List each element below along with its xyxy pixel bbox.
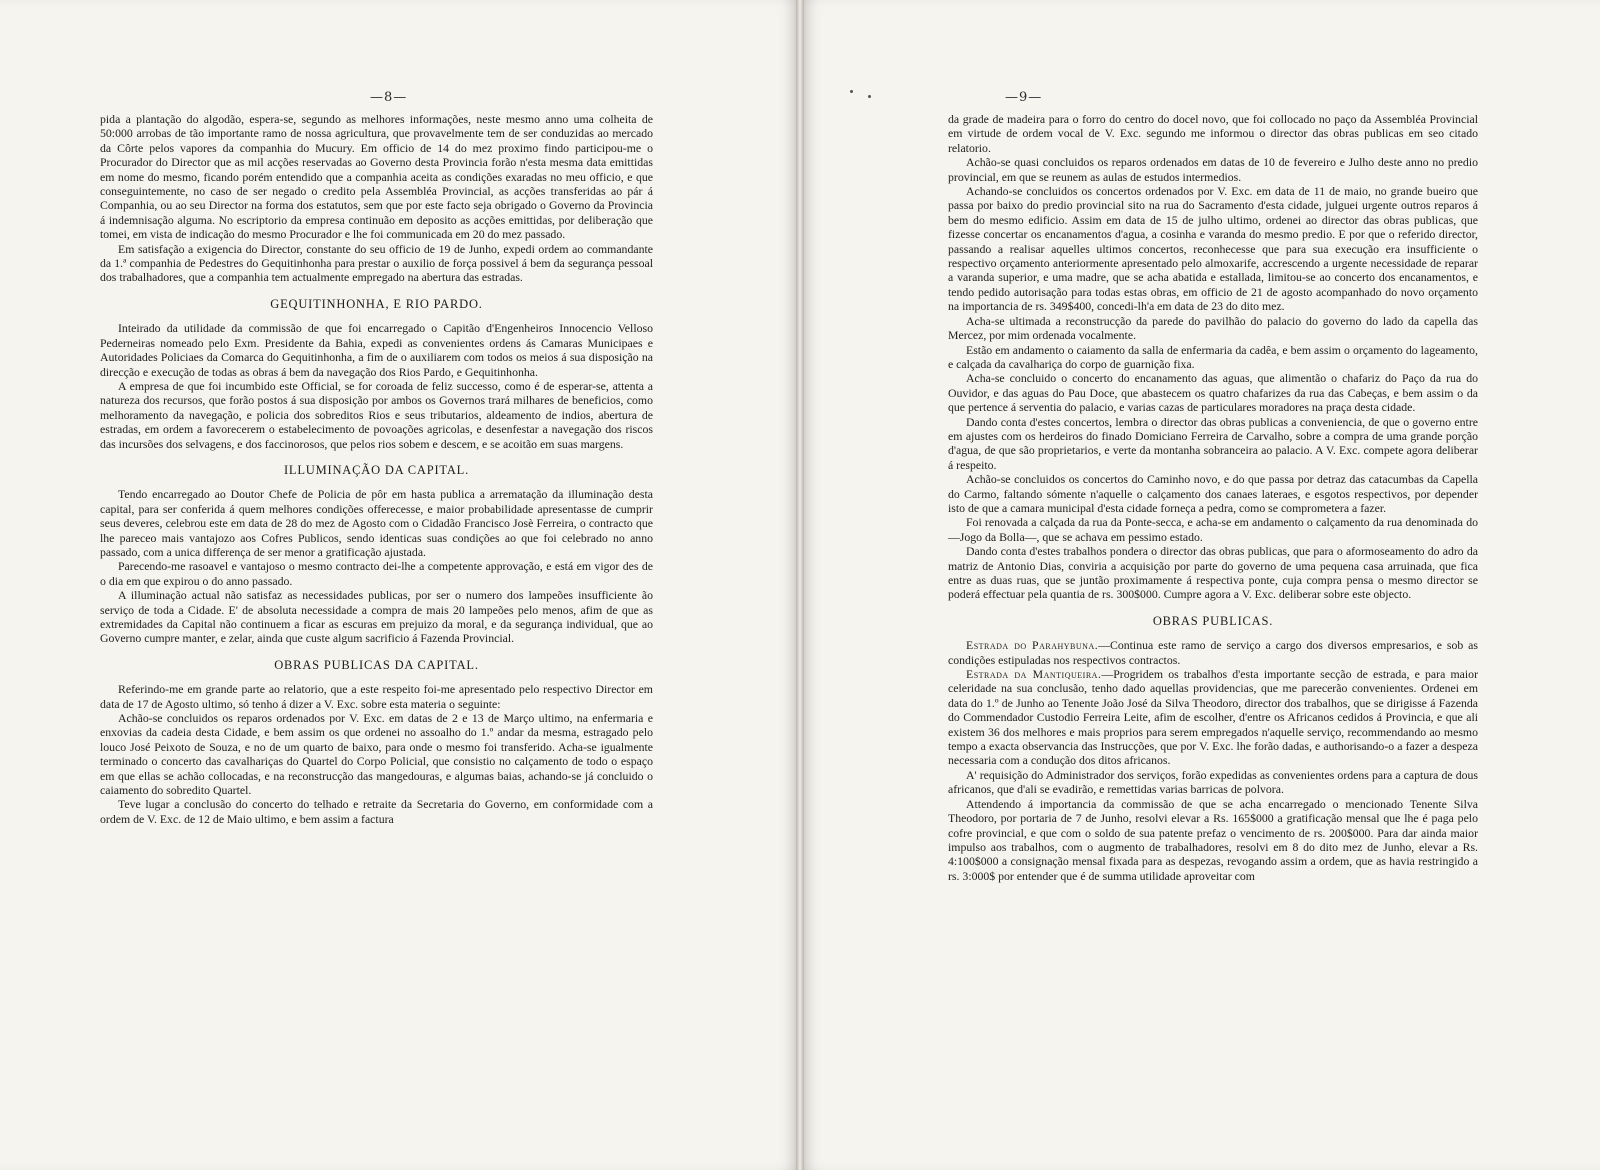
paragraph: A empresa de que foi incumbido este Official, se for coroada de feliz successo, como é de esperar-se, attenta a natureza dos recursos, que forão postos á sua disposição por ambos os Governos trará milhares de beneficios, como melhoramento da navegação, e policia dos sobreditos Rios e seus tributarios, aldeamento de indios, abertura de estradas, em ordem a favorecerem o estabelecimento de povoações agricolas, e desenfestar a navegação dos riscos das incursões dos selvagens, e dos faccinorosos, que pelos rios sobem e descem, e se acoitão em suas margens.: [100, 378, 653, 451]
ink-speck: [850, 90, 853, 93]
paragraph: Estão em andamento o caiamento da salla de enfermaria da cadêa, e bem assim o orçamento do lageamento, e calçada da cavalhariça do corpo de guarnição fixa.: [948, 342, 1478, 371]
paragraph: Achão-se concluidos os concertos do Caminho novo, e do que passa por detraz das catacumbas da Capella do Carmo, faltando sómente n'aquelle o calçamento dos canaes lateraes, e esgotos respectivos, por depender isto de que a camara municipal d'esta cidade forneça a pedra, como se comprometera a fazer.: [948, 472, 1478, 515]
paragraph: [948, 667, 1478, 768]
book-gutter: [796, 0, 804, 1170]
paragraph: Parecendo-me rasoavel e vantajoso o mesmo contracto dei-lhe a competente approvação, e está em vigor des de o dia em que expirou o do anno passado.: [100, 559, 653, 588]
section-heading: ILLUMINAÇÃO DA CAPITAL.: [283, 462, 470, 477]
paragraph: Attendendo á importancia da commissão de que se acha encarregado o mencionado Tenente Silva Theodoro, por portaria de 7 de Junho, resolvi elevar a Rs. 165$000 a gratificação mensal que lhe é paga pelo cofre provincial, e que com o soldo de sua patente prefaz o vencimento de rs. 200$000. Para dar ainda maior impulso aos trabalhos, com o augmento de trabalhadores, resolvi em 8 do dito mez de Junho, elevar a Rs. 4:100$000 a consignação mensal fixada para as despezas, revogando assim a ordem, que as havia restringido a rs. 3:000$ por entender que é de summa utilidade aproveitar com: [948, 796, 1478, 883]
paragraph: Referindo-me em grande parte ao relatorio, que a este respeito foi-me apresentado pelo respectivo Director em data de 17 de Agosto ultimo, só tenho á dizer a V. Exc. sobre esta materia o seguinte:: [100, 682, 653, 711]
right-page-text: [948, 112, 1478, 883]
road-label-parahybuna: Estrada do Parahybuna.: [966, 638, 1099, 653]
paragraph: Achando-se concluidos os concertos ordenados por V. Exc. em data de 11 de maio, no grande bueiro que passa por baixo do predio provincial sito na rua do Sacramento d'esta cidade, julguei urgente outros reparos á bem do mesmo edificio. Assim em data de 15 de julho ultimo, ordenei ao director das obras publicas, que fizesse concertar os encanamentos d'agua, a cosinha e varanda do mesmo predio. E por que o referido director, passando a realisar aquelles ultimos concertos, reconhecesse que para sua execução era insufficiente o respectivo orçamento anteriormente apresentado pelo almoxarife, accrescendo a urgente necessidade de reparar a varanda superior, e uma madre, que se acha abatida e estallada, limitou-se ao concerto dos encanamentos, e tendo pedido autorisação para todas estas obras, em officio de 21 de agosto acompanhado do novo orçamento na importancia de rs. 349$400, concedi-lh'a em data de 23 do dito mez.: [948, 184, 1478, 314]
paragraph: [948, 638, 1478, 667]
right-page: [800, 0, 1600, 1170]
paragraph: Acha-se concluido o concerto do encanamento das aguas, que alimentão o chafariz do Paço da rua do Ouvidor, e das aguas do Pau Doce, que abastecem os quatro chafarizes da rua das Cabeças, e bem assim o da que pertence á serventia do palacio, e varias cazas de particulares moradores na praça desta cidade.: [948, 371, 1478, 415]
paragraph: da grade de madeira para o forro do centro do docel novo, que foi collocado no paço da Assembléa Provincial em virtude de ordem vocal de V. Exc. segundo me informou o director das obras publicas em seo citado relatorio.: [948, 112, 1478, 155]
paragraph: Em satisfação a exigencia do Director, constante do seu officio de 19 de Junho, expedi ordem ao commandante da 1.ª companhia de Pedestres do Gequitinhonha para prestar o auxilio de força possivel á bem da segurança pessoal dos trabalhadores, que a companhia tem actualmente empregado na abertura das estradas.: [100, 241, 653, 285]
left-page-text: [100, 112, 653, 826]
paragraph: Teve lugar a conclusão do concerto do telhado e retraite da Secretaria do Governo, em conformidade com a ordem de V. Exc. de 12 de Maio ultimo, e bem assim a factura: [100, 797, 653, 826]
road-text-parahybuna: —Continua este ramo de serviço a cargo dos diversos empresarios, e sob as condições estipuladas nos respectivos contractos.: [948, 638, 1478, 667]
left-page-number: —8—: [370, 90, 408, 105]
paragraph: Achão-se concluidos os reparos ordenados por V. Exc. em datas de 2 e 13 de Março ultimo, na enfermaria e enxovias da cadeia desta Cidade, e bem assim os que ordenei no assoalho do 1.º andar da mesma, estragado pelo louco José Peixoto de Souza, e no de um quarto de baixo, para onde o mesmo foi transferido. Acha-se igualmente terminado o concerto das cavalhariças do Quartel do Corpo Policial, que consistio no calçamento de todo o espaço em que ellas se achão collocadas, e na reconstrucção das mangedouras, e algumas baias, achando-se já concluido o caiamento do sobredito Quartel.: [100, 711, 653, 798]
paragraph: Inteirado da utilidade da commissão de que foi encarregado o Capitão d'Engenheiros Innocencio Velloso Pederneiras nomeado pelo Exm. Presidente da Bahia, expedi as convenientes ordens ás Camaras Municipaes e Autoridades Policiaes da Comarca do Gequitinhonha, a fim de o auxiliarem com todos os meios á sua disposição na direcção e execução de todas as obras á bem da navegação dos Rios Pardo, e Gequitinhonha.: [100, 321, 653, 379]
paragraph: Achão-se quasi concluidos os reparos ordenados em datas de 10 de fevereiro e Julho deste anno no predio provincial, em que se reunem as aulas de estudos intermedios.: [948, 155, 1478, 184]
paragraph: Acha-se ultimada a reconstrucção da parede do pavilhão do palacio do governo do lado da capella das Mercez, por mim ordenada vocalmente.: [948, 313, 1478, 343]
paragraph: Tendo encarregado ao Doutor Chefe de Policia de pôr em hasta publica a arrematação da illuminação desta capital, para ser conferida á quem melhores condições offerecesse, e maior probabilidade apresentasse de cumprir seus deveres, celebrou este em data de 28 do mez de Agosto com o Cidadão Francisco Josè Ferreira, o contracto que lhe pareceo mais vantajozo aos Cofres Publicos, sendo identicas suas condições ao que foi celebrado no anno passado, com a unica differença de ser menor a gratificação ajustada.: [100, 487, 653, 559]
section-heading: GEQUITINHONHA, E RIO PARDO.: [270, 296, 483, 311]
paragraph: Dando conta d'estes concertos, lembra o director das obras publicas a conveniencia, de que o governo entre em ajustes com os herdeiros do finado Domiciano Ferreira de Carvalho, sobre a compra de uma grande porção d'agua, de que são proprietarios, e verte da montanha sobranceira ao palacio. A V. Exc. compete agora deliberar á respeito.: [948, 414, 1478, 472]
paragraph: A illuminação actual não satisfaz as necessidades publicas, por ser o numero dos lampeões insufficiente ão serviço de toda a Cidade. E' de absoluta necessidade a compra de mais 20 lampeões pelo menos, afim de que as extremidades da Capital não continuem a ficar as escuras em prejuizo da moral, e da segurança individual, que ao Governo cumpre manter, e zelar, ainda que custe algum sacrificio á Fazenda Provincial.: [100, 588, 653, 646]
paragraph: Foi renovada a calçada da rua da Ponte-secca, e acha-se em andamento o calçamento da rua denominada do—Jogo da Bolla—, que se achava em pessimo estado.: [948, 515, 1478, 544]
road-label-mantiqueira: Estrada da Mantiqueira.: [966, 667, 1102, 682]
right-page-number: —9—: [1005, 90, 1043, 105]
paragraph: pida a plantação do algodão, espera-se, segundo as melhores informações, neste mesmo anno uma colheita de 50:000 arrobas de tão importante ramo de nossa agricultura, que provavelmente tem de ser conduzidas ao mercado da Côrte pelos vapores da companhia do Mucury. Em officio de 14 do mez proximo findo participou-me o Procurador do Director que as mil acções reservadas ao Governo desta Provincia forão n'esta mesma data emittidas em nome do mesmo, ficando porém entendido que a companhia aceita as condições exaradas no meu officio, e que conseguintemente, no caso de ser negado o credito pela Assembléa Provincial, as acções transferidas ao pár á Companhia, ou ao seu Director na forma dos estatutos, sem que por este facto seja obrigado o Governo da Provincia á indemnisação alguma. No escriptorio da empresa continuão em deposito as acções emittidas, por deliberação que tomei, em vista de indicação do mesmo Procurador e lhe foi communicada em 20 do mez passado.: [100, 112, 653, 242]
paragraph: A' requisição do Administrador dos serviços, forão expedidas as convenientes ordens para a captura de dous africanos, que d'ali se evadirão, e remettidas varias barricas de polvora.: [948, 767, 1478, 797]
road-text-mantiqueira: —Progridem os trabalhos d'esta importante secção de estrada, e para maior celeridade na sua conclusão, tenho dado aquellas providencias, que me parecerão convenientes. Ordenei em data do 1.º de Junho ao Tenente João José da Silva Theodoro, director dos trabalhos, que se dirigisse á Fazenda do Commendador Custodio Ferreira Leite, afim de escolher, d'entre os Africanos cedidos á Provincia, e que ali existem 36 dos melhores e mais proprios para serem empregados n'aquelle serviço, recommendando ao mesmo tempo a exacta observancia das Instrucções, que por V. Exc. lhe forão dadas, e authorisando-o a fazer a despeza necessaria com a condução dos ditos africanos.: [948, 667, 1479, 768]
paragraph: Dando conta d'estes trabalhos pondera o director das obras publicas, que para o aformoseamento do adro da matriz de Antonio Dias, conviria a acquisição por parte do governo de uma pequena casa arruinada, que fica entre as duas ruas, que se juntão proximamente á respectiva ponte, cuja compra pensa o mesmo director se poderá effectuar pela quantia de rs. 300$000. Cumpre agora a V. Exc. deliberar sobre este objecto.: [948, 544, 1478, 602]
ink-speck: [868, 95, 871, 98]
section-heading: OBRAS PUBLICAS.: [1152, 613, 1274, 628]
section-heading: OBRAS PUBLICAS DA CAPITAL.: [274, 657, 479, 672]
